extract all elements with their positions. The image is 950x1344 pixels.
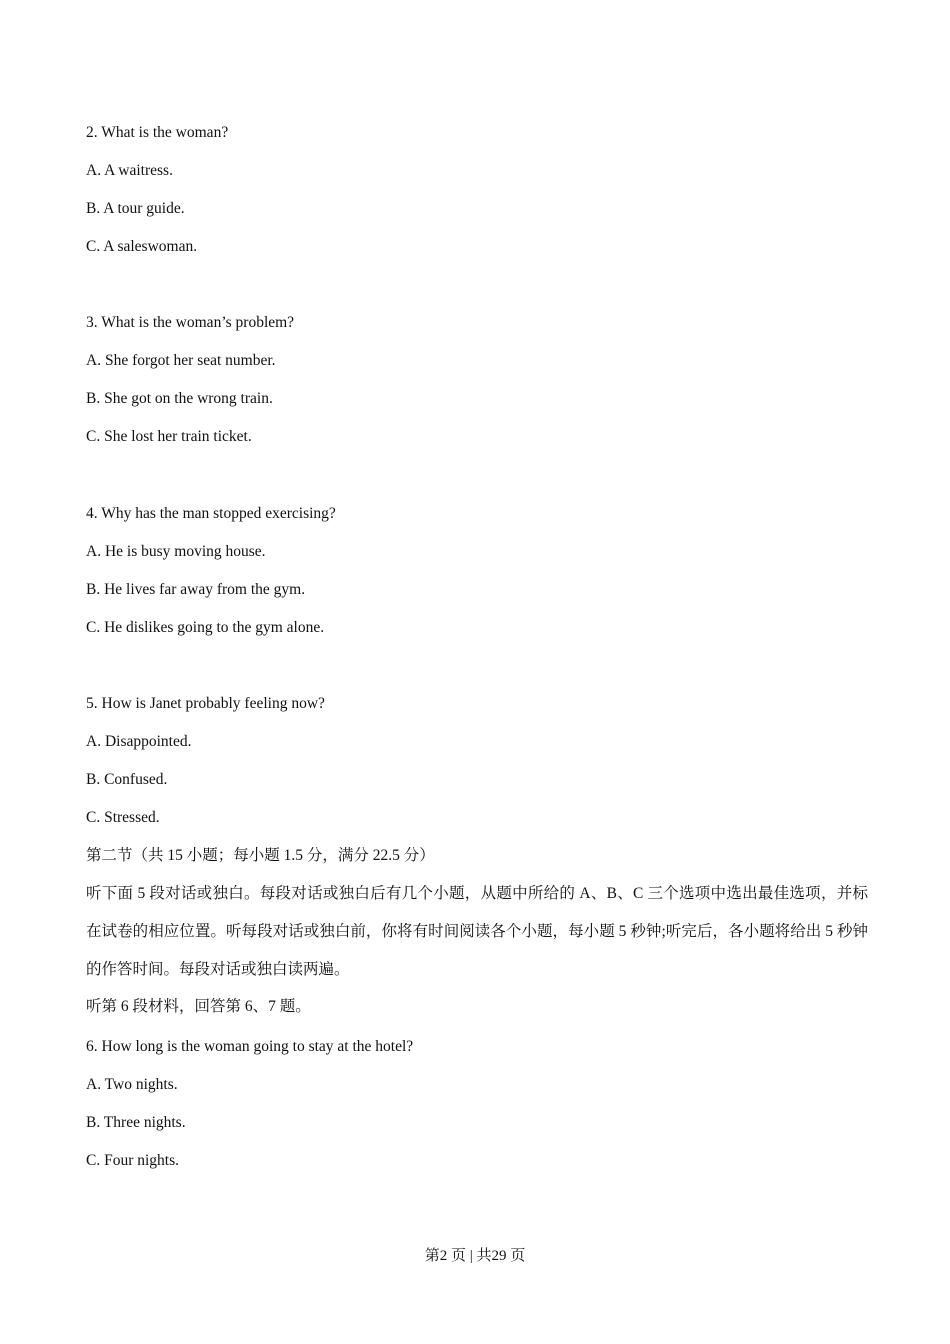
question-5-option-b: B. Confused. (86, 771, 168, 788)
question-3-stem: 3. What is the woman’s problem? (86, 314, 295, 331)
question-4-option-c: C. He dislikes going to the gym alone. (86, 619, 325, 636)
question-4-option-a: A. He is busy moving house. (86, 543, 266, 560)
question-5-option-a: A. Disappointed. (86, 733, 192, 750)
question-3-option-c: C. She lost her train ticket. (86, 428, 252, 445)
question-3-option-a: A. She forgot her seat number. (86, 352, 276, 369)
question-2-stem: 2. What is the woman? (86, 124, 229, 141)
question-6-option-a: A. Two nights. (86, 1076, 178, 1093)
question-6-option-c: C. Four nights. (86, 1152, 180, 1169)
question-6-option-b: B. Three nights. (86, 1114, 186, 1131)
question-6-stem: 6. How long is the woman going to stay at the hotel? (86, 1038, 414, 1055)
page-number-footer: 第2 页 | 共29 页 (424, 1248, 526, 1264)
question-5-option-c: C. Stressed. (86, 809, 160, 826)
section-2-instructions: 听下面 5 段对话或独白。每段对话或独白后有几个小题，从题中所给的 A、B、C 三个选项中选出最佳选项，并标在试卷的相应位置。听每段对话或独白前，你将有时间阅读各个小题，每小题 5 秒钟;听完后，各小题将给出 5 秒钟的作答时间。每段对话或独白读两遍。 (86, 885, 868, 978)
question-2-option-a: A. A waitress. (86, 162, 173, 179)
question-4-stem: 4. Why has the man stopped exercising? (86, 505, 336, 522)
question-2-option-b: B. A tour guide. (86, 200, 185, 217)
section-2-heading: 第二节（共 15 小题；每小题 1.5 分，满分 22.5 分） (86, 847, 435, 864)
question-4-option-b: B. He lives far away from the gym. (86, 581, 306, 598)
question-5-stem: 5. How is Janet probably feeling now? (86, 695, 325, 712)
question-3-option-b: B. She got on the wrong train. (86, 390, 273, 407)
material-6-note: 听第 6 段材料，回答第 6、7 题。 (86, 998, 311, 1015)
question-2-option-c: C. A saleswoman. (86, 238, 198, 255)
